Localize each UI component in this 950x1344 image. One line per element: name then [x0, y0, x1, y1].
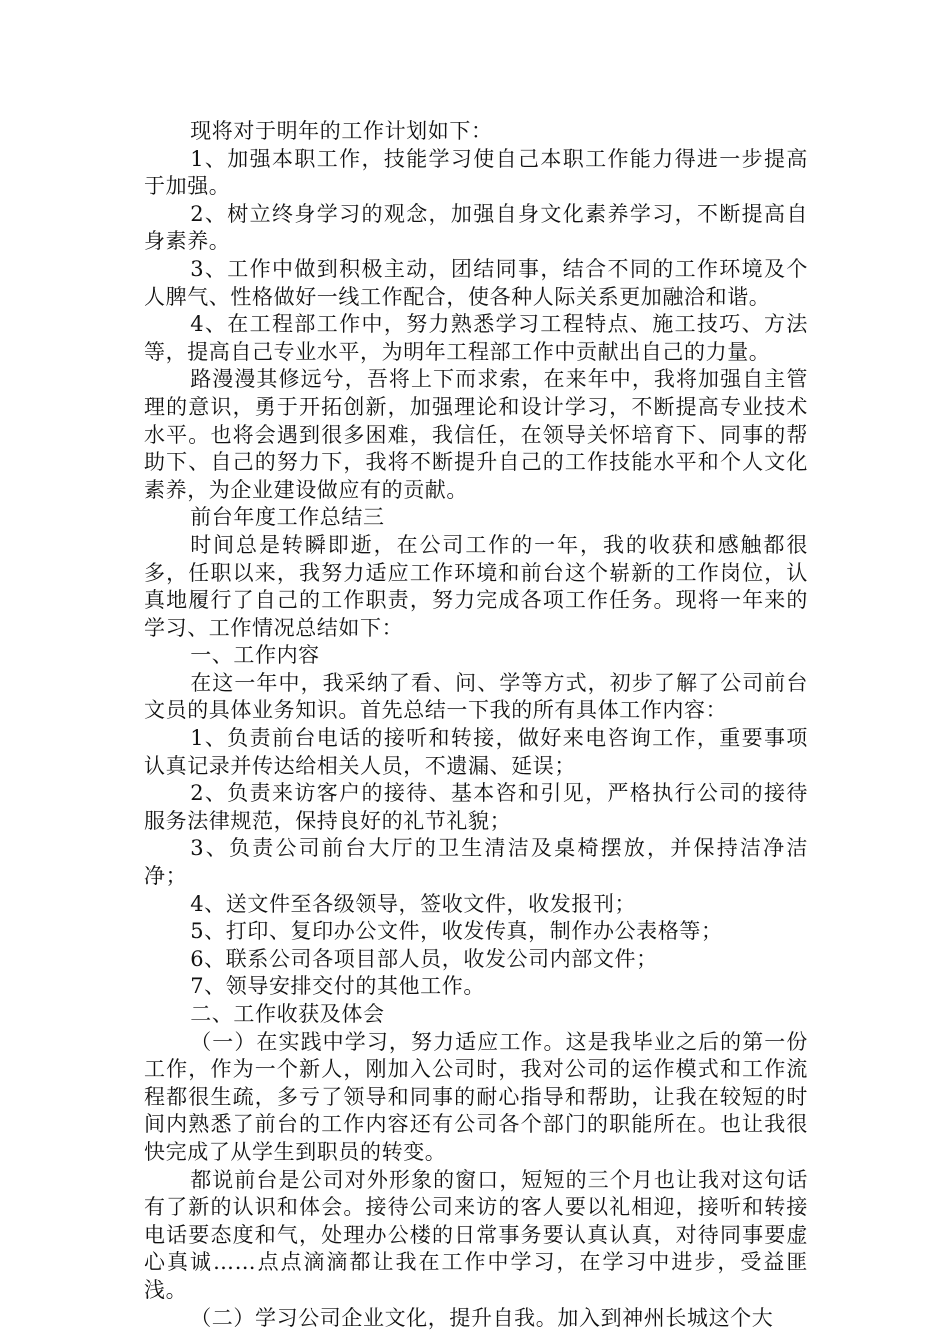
- paragraph: 都说前台是公司对外形象的窗口，短短的三个月也让我对这句话有了新的认识和体会。接待公司来访的客人要以礼相迎，接听和转接电话要态度和气，处理办公楼的日常事务要认真认真，对待同事要虚心真诚……点点滴滴都让我在工作中学习，在学习中进步，受益匪浅。: [144, 1167, 808, 1302]
- list-item: 6、联系公司各项目部人员，收发公司内部文件；: [190, 946, 658, 971]
- section-heading: 一、工作内容: [190, 643, 320, 668]
- paragraph: 现将对于明年的工作计划如下：: [190, 119, 493, 143]
- paragraph: 1、加强本职工作，技能学习使自己本职工作能力得进一步提高于加强。: [144, 146, 808, 199]
- paragraph: 3、工作中做到积极主动，团结同事，结合不同的工作环境及个人脾气、性格做好一线工作配合，使各种人际关系更加融洽和谐。: [144, 256, 808, 309]
- paragraph: （二）学习公司企业文化，提升自我。加入到神州长城这个大: [190, 1305, 774, 1330]
- paragraph: 路漫漫其修远兮，吾将上下而求索，在来年中，我将加强自主管理的意识，勇于开拓创新，加强理论和设计学习，不断提高专业技术水平。也将会遇到很多困难，我信任，在领导关怀培育下、同事的帮助下、自己的努力下，我将不断提升自己的工作技能水平和个人文化素养，为企业建设做应有的贡献。: [144, 367, 808, 502]
- list-item: 3、负责公司前台大厅的卫生清洁及桌椅摆放，并保持洁净洁净；: [144, 836, 808, 889]
- list-item: 7、领导安排交付的其他工作。: [190, 974, 485, 999]
- section-heading: 二、工作收获及体会: [190, 1002, 385, 1026]
- paragraph: 2、树立终身学习的观念，加强自身文化素养学习，不断提高自身素养。: [144, 201, 808, 254]
- list-item: 5、打印、复印办公文件，收发传真，制作办公表格等；: [190, 919, 723, 944]
- list-item: 2、负责来访客户的接待、基本咨和引见，严格执行公司的接待服务法律规范，保持良好的礼节礼貌；: [144, 781, 808, 833]
- list-item: 1、负责前台电话的接听和转接，做好来电咨询工作，重要事项认真记录并传达给相关人员，不遗漏、延误；: [144, 726, 808, 778]
- paragraph: （一）在实践中学习，努力适应工作。这是我毕业之后的第一份工作，作为一个新人，刚加入公司时，我对公司的运作模式和工作流程都很生疏，多亏了领导和同事的耐心指导和帮助，让我在较短的时间内熟悉了前台的工作内容还有公司各个部门的职能所在。也让我很快完成了从学生到职员的转变。: [144, 1029, 808, 1164]
- paragraph: 时间总是转瞬即逝，在公司工作的一年，我的收获和感触都很多，任职以来，我努力适应工作环境和前台这个崭新的工作岗位，认真地履行了自己的工作职责，努力完成各项工作任务。现将一年来的学习、工作情况总结如下：: [144, 532, 808, 640]
- paragraph: 4、在工程部工作中，努力熟悉学习工程特点、施工技巧、方法等，提高自己专业水平，为明年工程部工作中贡献出自己的力量。: [144, 312, 808, 364]
- paragraph: 在这一年中，我采纳了看、问、学等方式，初步了解了公司前台文员的具体业务知识。首先总结一下我的所有具体工作内容：: [144, 670, 808, 723]
- document-body: [144, 118, 808, 1332]
- list-item: 4、送文件至各级领导，签收文件，收发报刊；: [190, 891, 637, 916]
- section-heading: 前台年度工作总结三: [190, 505, 385, 530]
